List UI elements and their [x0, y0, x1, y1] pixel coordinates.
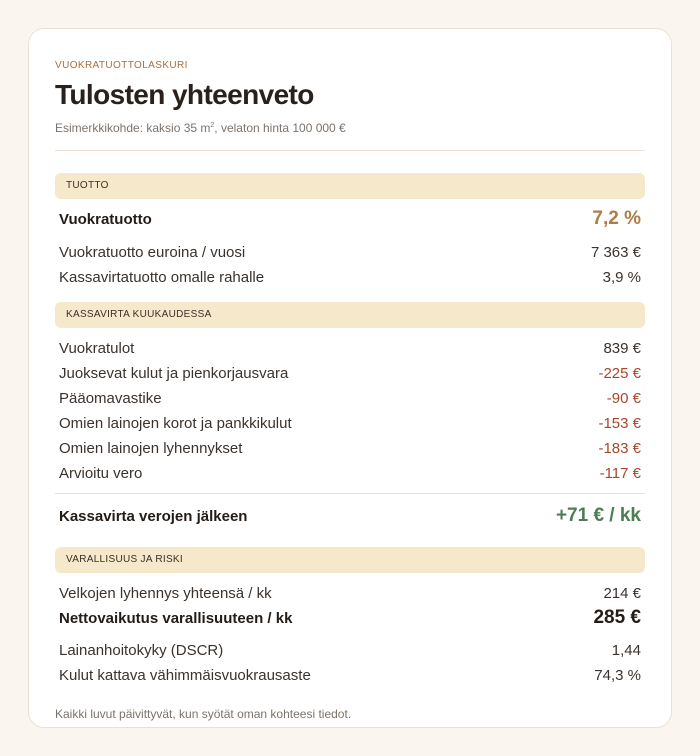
cashflow-row-loan-repayments — [59, 437, 641, 459]
wealth-row-dscr — [59, 639, 641, 661]
row-label: Kassavirtatuotto omalle rahalle — [59, 268, 265, 286]
row-value: -225 € — [598, 364, 641, 382]
cashflow-row-estimated-tax — [59, 462, 641, 484]
row-value: -90 € — [606, 389, 641, 407]
row-value: -117 € — [599, 464, 641, 482]
row-label: Pääomavastike — [59, 389, 162, 407]
row-label: Vuokratuotto — [59, 210, 152, 228]
row-value: 74,3 % — [594, 666, 641, 684]
cashflow-total-divider — [55, 493, 645, 494]
row-value: -153 € — [598, 414, 641, 432]
row-label: Omien lainojen korot ja pankkikulut — [59, 414, 292, 432]
yield-row-rental-yield — [59, 208, 641, 230]
cashflow-row-after-tax-total — [59, 505, 641, 527]
row-value: 1,44 — [611, 641, 641, 659]
row-value: +71 € / kk — [555, 505, 641, 526]
row-label: Arvioitu vero — [59, 464, 143, 482]
row-label: Velkojen lyhennys yhteensä / kk — [59, 584, 272, 602]
row-value: 3,9 % — [602, 268, 641, 286]
page-title: Tulosten yhteenveto — [55, 79, 314, 110]
row-value: -183 € — [598, 439, 641, 457]
property-subtitle — [55, 121, 346, 135]
row-label: Vuokratuotto euroina / vuosi — [59, 243, 246, 261]
row-value: 214 € — [603, 584, 641, 602]
yield-row-euros-per-year — [59, 241, 641, 263]
row-label: Kassavirta verojen jälkeen — [59, 507, 248, 525]
row-value: 7 363 € — [590, 243, 641, 261]
subtitle-suffix: , velaton hinta 100 000 € — [214, 121, 346, 135]
cashflow-row-running-costs — [59, 362, 641, 384]
subtitle-prefix: Esimerkkikohde: kaksio 35 m — [55, 121, 211, 135]
wealth-row-net-wealth-effect — [59, 607, 641, 629]
wealth-row-debt-repayment — [59, 582, 641, 604]
row-label: Nettovaikutus varallisuuteen / kk — [59, 609, 293, 627]
row-label: Juoksevat kulut ja pienkorjausvara — [59, 364, 289, 382]
wealth-row-break-even-occupancy — [59, 664, 641, 686]
section-heading-cashflow: KASSAVIRTA KUUKAUDESSA — [55, 302, 645, 328]
row-value: 285 € — [593, 607, 641, 628]
subtitle-superscript: 2 — [210, 122, 215, 129]
section-heading-yield: TUOTTO — [55, 173, 645, 199]
header-divider — [55, 150, 645, 151]
cashflow-row-capital-charge — [59, 387, 641, 409]
row-label: Kulut kattava vähimmäisvuokrausaste — [59, 666, 311, 684]
section-heading-wealth-risk: VARALLISUUS JA RISKI — [55, 547, 645, 573]
cashflow-row-rent-income — [59, 337, 641, 359]
row-label: Vuokratulot — [59, 339, 135, 357]
row-label: Lainanhoitokyky (DSCR) — [59, 641, 224, 659]
row-value: 839 € — [603, 339, 641, 357]
cashflow-row-loan-interest — [59, 412, 641, 434]
yield-row-cash-on-cash — [59, 266, 641, 288]
row-label: Omien lainojen lyhennykset — [59, 439, 243, 457]
calculator-eyebrow: VUOKRATUOTTOLASKURI — [55, 60, 188, 71]
footnote: Kaikki luvut päivittyvät, kun syötät oman kohteesi tiedot. — [55, 707, 352, 721]
results-summary-card — [28, 28, 672, 728]
row-value: 7,2 % — [592, 208, 641, 229]
